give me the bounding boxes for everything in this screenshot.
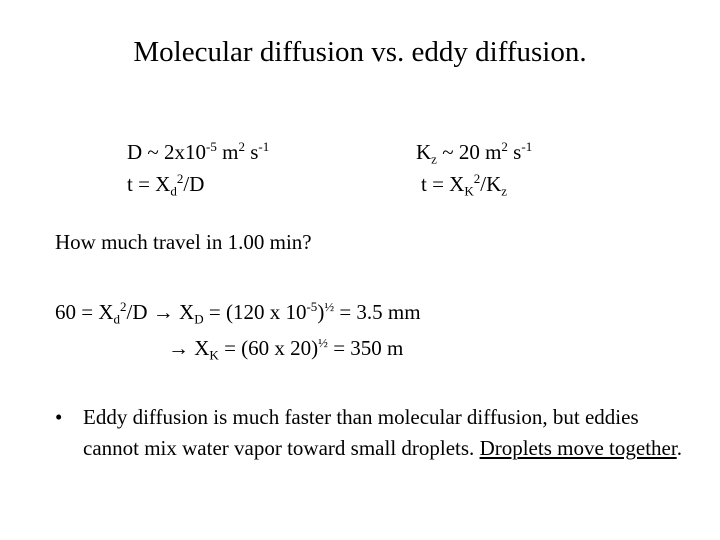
bullet-point [55, 402, 695, 464]
underlined-conclusion: Droplets move together [479, 436, 677, 460]
eddy-time-eq: $t = X_K^2/K_z$ [421, 170, 508, 199]
slide-title: Molecular diffusion vs. eddy diffusion. [133, 36, 587, 68]
eddy-travel-calc: → $X_K = (60$ x 20)$^{\frac{1}{2}}$ = 350 m [168, 334, 404, 363]
molecular-diffusivity-eq: D ~ $2x10^{-5}$ $m^2$ $s^{-1}$ [127, 138, 270, 164]
bullet-text: Eddy diffusion is much faster than molecular diffusion, but eddies cannot mix water vapor toward small droplets. Droplets move together. [83, 405, 682, 460]
molecular-time-eq: $t = X_d^2/D$ [127, 170, 205, 199]
eddy-diffusivity-eq: $K_z$ ~ 20 $m^2$ $s^{-1}$ [416, 138, 533, 167]
question-text: How much travel in 1.00 min? [55, 230, 312, 254]
molecular-travel-calc: $60 = X_d^2/D \to X_D = (120$ x $10^{-5})^{\frac{1}{2}} = 3.5$ mm [55, 298, 421, 327]
bullet-marker: • [55, 405, 63, 429]
